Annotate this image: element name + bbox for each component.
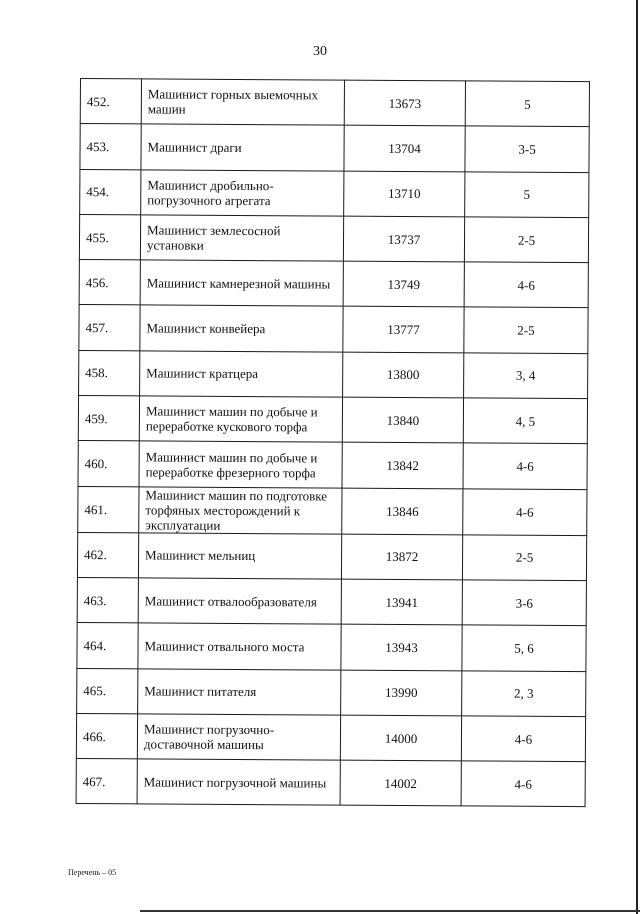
table-row <box>79 260 588 308</box>
row-number-cell: 452. <box>80 79 141 125</box>
profession-name-cell: Машинист горных выемочных машин <box>141 79 344 126</box>
profession-name-cell: Машинист драги <box>141 124 344 171</box>
page-number: 30 <box>313 44 327 59</box>
profession-name-cell: Машинист конвейера <box>140 305 343 352</box>
table-row <box>80 124 589 172</box>
profession-name-cell: Машинист дробильно-погрузочного агрегата <box>141 169 344 216</box>
row-number-cell: 467. <box>76 759 137 805</box>
grade-range-cell: 4-6 <box>464 262 588 308</box>
profession-code-cell: 13673 <box>344 80 465 126</box>
table-row <box>77 577 586 625</box>
table-row <box>76 713 585 761</box>
table-row <box>77 668 586 716</box>
grade-range-cell: 2-5 <box>464 307 588 353</box>
row-number-cell: 466. <box>76 713 137 759</box>
profession-code-cell: 13800 <box>343 352 464 398</box>
table-row <box>76 759 585 807</box>
profession-name-cell: Машинист машин по добыче и переработке фрезерного торфа <box>139 441 342 488</box>
row-number-cell: 457. <box>79 305 140 351</box>
row-number-cell: 461. <box>78 486 139 532</box>
profession-code-cell: 13842 <box>342 442 463 488</box>
profession-name-cell: Машинист машин по добыче и переработке кускового торфа <box>139 396 342 443</box>
grade-range-cell: 4-6 <box>463 489 587 536</box>
profession-code-cell: 13777 <box>343 307 464 353</box>
row-number-cell: 459. <box>78 396 139 442</box>
row-number-cell: 464. <box>77 623 138 669</box>
footer-label: Перечень – 05 <box>68 868 117 877</box>
table-row <box>77 532 586 580</box>
grade-range-cell: 4-6 <box>461 716 585 762</box>
table-row <box>80 79 589 127</box>
profession-code-cell: 13840 <box>342 397 463 443</box>
profession-code-cell: 14002 <box>340 760 461 806</box>
profession-name-cell: Машинист питателя <box>138 668 341 715</box>
grade-range-cell: 4-6 <box>463 443 587 489</box>
table-row <box>80 169 589 217</box>
row-number-cell: 465. <box>77 668 138 714</box>
profession-code-cell: 13872 <box>341 534 462 580</box>
table-row <box>78 396 587 444</box>
profession-name-cell: Машинист землесосной установки <box>140 215 343 262</box>
professions-table-body <box>76 79 589 808</box>
row-number-cell: 458. <box>79 350 140 396</box>
grade-range-cell: 3, 4 <box>464 353 588 399</box>
profession-code-cell: 13846 <box>342 488 463 535</box>
profession-code-cell: 13704 <box>344 125 465 171</box>
profession-code-cell: 14000 <box>340 715 461 761</box>
table-row <box>77 623 586 671</box>
profession-code-cell: 13749 <box>343 261 464 307</box>
profession-name-cell: Машинист погрузочно-доставочной машины <box>137 714 340 761</box>
profession-name-cell: Машинист мельниц <box>138 533 341 580</box>
grade-range-cell: 5 <box>465 171 589 217</box>
grade-range-cell: 4, 5 <box>463 398 587 444</box>
profession-code-cell: 13710 <box>344 171 465 217</box>
row-number-cell: 455. <box>79 214 140 260</box>
profession-code-cell: 13990 <box>341 670 462 716</box>
grade-range-cell: 3-5 <box>465 126 589 172</box>
grade-range-cell: 2-5 <box>464 217 588 263</box>
grade-range-cell: 5, 6 <box>462 625 586 671</box>
page-edge-right <box>636 0 638 914</box>
grade-range-cell: 2, 3 <box>462 670 586 716</box>
grade-range-cell: 2-5 <box>462 535 586 581</box>
row-number-cell: 456. <box>79 260 140 306</box>
grade-range-cell: 5 <box>465 81 589 127</box>
row-number-cell: 462. <box>77 532 138 578</box>
profession-code-cell: 13737 <box>343 216 464 262</box>
grade-range-cell: 4-6 <box>461 761 585 807</box>
profession-code-cell: 13943 <box>341 624 462 670</box>
profession-name-cell: Машинист отвалообразователя <box>138 578 341 625</box>
profession-name-cell: Машинист кратцера <box>140 351 343 398</box>
profession-name-cell: Машинист отвального моста <box>138 623 341 670</box>
row-number-cell: 453. <box>80 124 141 170</box>
table-row <box>78 486 587 535</box>
page-edge-bottom <box>140 910 640 912</box>
profession-code-cell: 13941 <box>341 579 462 625</box>
row-number-cell: 454. <box>80 169 141 215</box>
table-row <box>79 305 588 353</box>
row-number-cell: 463. <box>77 577 138 623</box>
table-row <box>79 350 588 398</box>
grade-range-cell: 3-6 <box>462 580 586 626</box>
professions-table <box>76 78 590 808</box>
profession-name-cell: Машинист камнерезной машины <box>140 260 343 307</box>
table-row <box>79 214 588 262</box>
row-number-cell: 460. <box>78 441 139 487</box>
profession-name-cell: Машинист погрузочной машины <box>137 759 340 806</box>
profession-name-cell: Машинист машин по подготовке торфяных месторождений к эксплуатации <box>139 487 342 534</box>
table-row <box>78 441 587 489</box>
